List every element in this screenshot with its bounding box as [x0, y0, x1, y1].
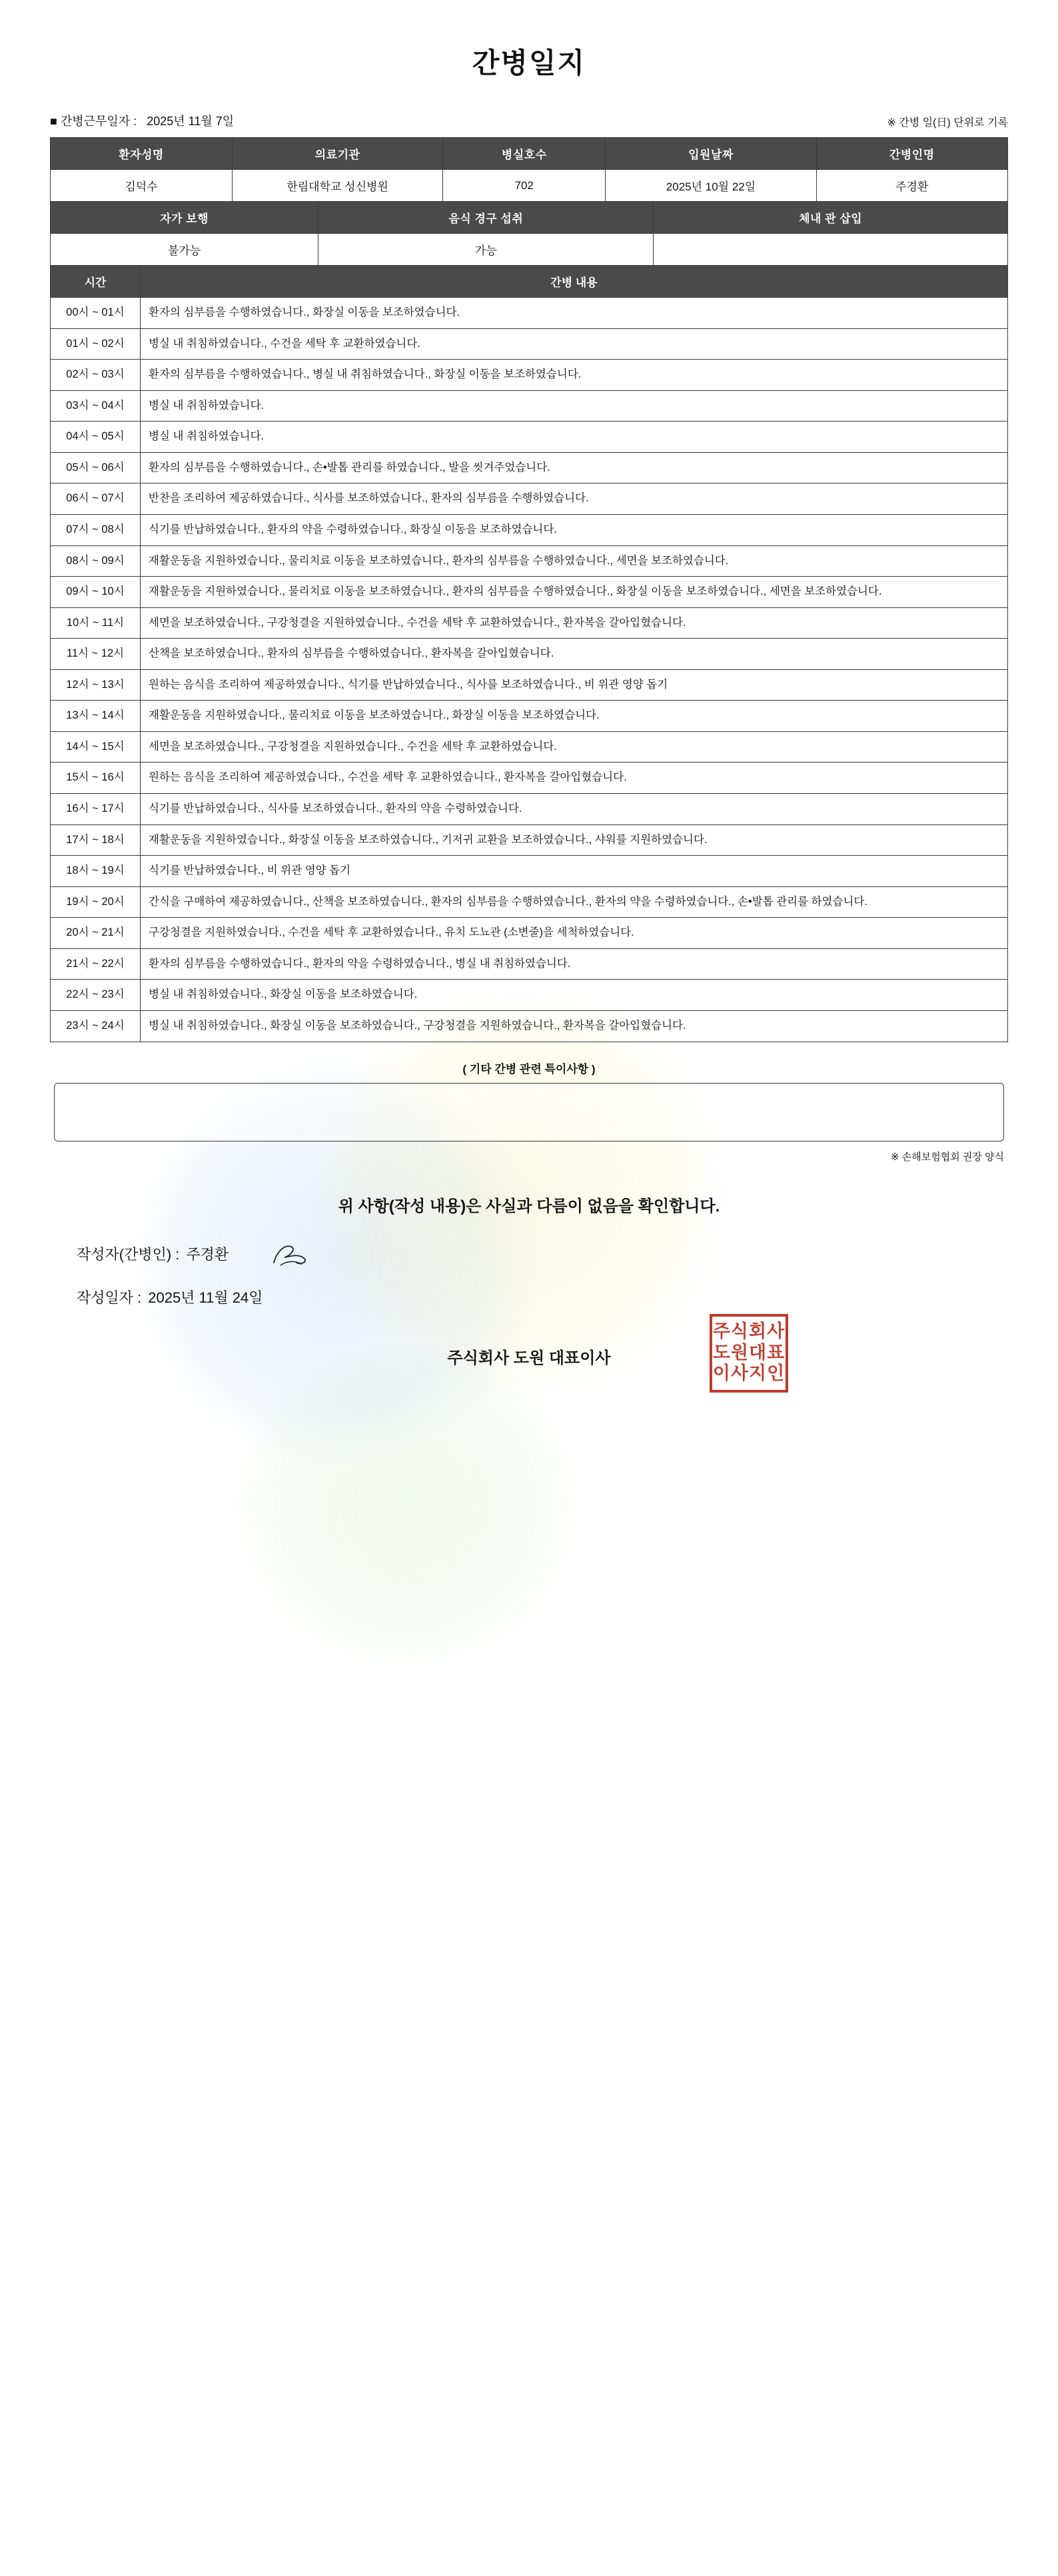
- unit-note: ※ 간병 일(日) 단위로 기록: [887, 117, 1008, 129]
- care-log-table: [50, 265, 1008, 1042]
- cell-content: 병실 내 취침하였습니다.: [141, 390, 1008, 422]
- cell-time: 22시 ~ 23시: [51, 980, 141, 1011]
- table-row: [51, 390, 1008, 422]
- cell-content: 재활운동을 지원하였습니다., 물리치료 이동을 보조하였습니다., 환자의 심부름을 수행하였습니다., 화장실 이동을 보조하였습니다., 세면을 보조하였습니다.: [141, 577, 1008, 608]
- table-row: [51, 607, 1008, 639]
- writer-line: [77, 1239, 1008, 1269]
- cell-time: 13시 ~ 14시: [51, 701, 141, 732]
- col-time: 시간: [51, 266, 141, 298]
- value-hospital: 한림대학교 성신병원: [233, 170, 443, 202]
- table-row: [51, 577, 1008, 608]
- table-row: [51, 545, 1008, 577]
- cell-content: 식기를 반납하였습니다., 환자의 약을 수령하였습니다., 화장실 이동을 보조하였습니다.: [141, 514, 1008, 545]
- col-admission-date: 입원날짜: [606, 138, 816, 170]
- col-hospital: 의료기관: [233, 138, 443, 170]
- cell-content: 반찬을 조리하여 제공하였습니다., 식사를 보조하였습니다., 환자의 심부름을 수행하였습니다.: [141, 483, 1008, 515]
- cell-content: 원하는 음식을 조리하여 제공하였습니다., 수건을 세탁 후 교환하였습니다., 환자복을 갈아입혔습니다.: [141, 763, 1008, 794]
- table-row: [51, 170, 1008, 202]
- cell-content: 병실 내 취침하였습니다., 화장실 이동을 보조하였습니다.: [141, 980, 1008, 1011]
- cell-content: 환자의 심부름을 수행하였습니다., 손•발톱 관리를 하였습니다., 발을 씻겨주었습니다.: [141, 452, 1008, 483]
- table-row: [51, 886, 1008, 918]
- work-date-value: 2025년 11월 7일: [147, 115, 235, 128]
- cell-content: 병실 내 취침하였습니다., 화장실 이동을 보조하였습니다., 구강청결을 지원하였습니다., 환자복을 갈아입혔습니다.: [141, 1010, 1008, 1042]
- written-date-line: [77, 1287, 1008, 1307]
- cell-content: 구강청결을 지원하였습니다., 수건을 세탁 후 교환하였습니다., 유치 도뇨관 (소변줄)을 세척하였습니다.: [141, 918, 1008, 949]
- cell-content: 간식을 구매하여 제공하였습니다., 산책을 보조하였습니다., 환자의 심부름을 수행하였습니다., 환자의 약을 수령하였습니다., 손•발톱 관리를 하였습니다.: [141, 886, 1008, 918]
- cell-time: 16시 ~ 17시: [51, 794, 141, 825]
- page-title: 간병일지: [472, 47, 586, 79]
- col-self-walking: 자가 보행: [51, 202, 318, 234]
- stamp-line-2: 도원대표: [712, 1342, 786, 1363]
- cell-time: 02시 ~ 03시: [51, 360, 141, 391]
- cell-content: 식기를 반납하였습니다., 비 위관 영양 돕기: [141, 856, 1008, 887]
- cell-content: 식기를 반납하였습니다., 식사를 보조하였습니다., 환자의 약을 수령하였습니다.: [141, 794, 1008, 825]
- cell-time: 14시 ~ 15시: [51, 731, 141, 763]
- table-row: [51, 483, 1008, 515]
- table-row: [51, 422, 1008, 453]
- cell-time: 19시 ~ 20시: [51, 886, 141, 918]
- patient-status-table: [50, 201, 1008, 266]
- notes-title: ( 기타 간병 관련 특이사항 ): [462, 1062, 596, 1076]
- table-row: [51, 948, 1008, 980]
- cell-content: 병실 내 취침하였습니다.: [141, 422, 1008, 453]
- table-row: [51, 794, 1008, 825]
- cell-time: 08시 ~ 09시: [51, 545, 141, 577]
- cell-time: 23시 ~ 24시: [51, 1010, 141, 1042]
- value-self-walking: 불가능: [51, 234, 318, 266]
- written-date-value: 2025년 11월 24일: [148, 1289, 263, 1306]
- value-patient-name: 김덕수: [51, 170, 233, 202]
- value-room-number: 702: [443, 170, 606, 202]
- association-note: ※ 손해보험협회 권장 양식: [891, 1151, 1004, 1163]
- table-row: [51, 824, 1008, 856]
- col-care-content: 간병 내용: [141, 266, 1008, 298]
- table-row: [51, 669, 1008, 701]
- writer-value: 주경환: [186, 1246, 229, 1263]
- table-row: [51, 701, 1008, 732]
- cell-content: 재활운동을 지원하였습니다., 화장실 이동을 보조하였습니다., 기저귀 교환을 보조하였습니다., 샤워를 지원하였습니다.: [141, 824, 1008, 856]
- cell-content: 재활운동을 지원하였습니다., 물리치료 이동을 보조하였습니다., 환자의 심부름을 수행하였습니다., 세면을 보조하였습니다.: [141, 545, 1008, 577]
- cell-time: 17시 ~ 18시: [51, 824, 141, 856]
- cell-content: 세면을 보조하였습니다., 구강청결을 지원하였습니다., 수건을 세탁 후 교환하였습니다., 환자복을 갈아입혔습니다.: [141, 607, 1008, 639]
- value-caregiver-name: 주경환: [816, 170, 1007, 202]
- cell-time: 00시 ~ 01시: [51, 298, 141, 329]
- cell-time: 10시 ~ 11시: [51, 607, 141, 639]
- cell-content: 재활운동을 지원하였습니다., 물리치료 이동을 보조하였습니다., 화장실 이동을 보조하였습니다.: [141, 701, 1008, 732]
- cell-time: 06시 ~ 07시: [51, 483, 141, 515]
- document-page: [0, 41, 1058, 1448]
- cell-content: 원하는 음식을 조리하여 제공하였습니다., 식기를 반납하였습니다., 식사를 보조하였습니다., 비 위관 영양 돕기: [141, 669, 1008, 701]
- cell-content: 산책을 보조하였습니다., 환자의 심부름을 수행하였습니다., 환자복을 갈아입혔습니다.: [141, 639, 1008, 670]
- cell-content: 병실 내 취침하였습니다., 수건을 세탁 후 교환하였습니다.: [141, 328, 1008, 360]
- table-row: [51, 1010, 1008, 1042]
- table-row: [51, 360, 1008, 391]
- col-caregiver-name: 간병인명: [816, 138, 1007, 170]
- company-name: 주식회사 도원 대표이사: [447, 1349, 611, 1367]
- cell-time: 07시 ~ 08시: [51, 514, 141, 545]
- work-date: [50, 112, 234, 129]
- work-date-label: ■ 간병근무일자 :: [50, 115, 137, 128]
- cell-content: 세면을 보조하였습니다., 구강청결을 지원하였습니다., 수건을 세탁 후 교환하였습니다.: [141, 731, 1008, 763]
- cell-time: 03시 ~ 04시: [51, 390, 141, 422]
- col-patient-name: 환자성명: [51, 138, 233, 170]
- value-tube-insertion: [654, 234, 1008, 266]
- cell-time: 21시 ~ 22시: [51, 948, 141, 980]
- cell-time: 20시 ~ 21시: [51, 918, 141, 949]
- table-row: [51, 328, 1008, 360]
- col-room-number: 병실호수: [443, 138, 606, 170]
- signature-icon: [267, 1239, 314, 1269]
- cell-time: 12시 ~ 13시: [51, 669, 141, 701]
- table-row: [51, 918, 1008, 949]
- table-row: [51, 856, 1008, 887]
- table-row: [51, 980, 1008, 1011]
- cell-content: 환자의 심부름을 수행하였습니다., 병실 내 취침하였습니다., 화장실 이동을 보조하였습니다.: [141, 360, 1008, 391]
- table-row: [51, 763, 1008, 794]
- cell-time: 15시 ~ 16시: [51, 763, 141, 794]
- notes-box[interactable]: [54, 1083, 1004, 1141]
- col-oral-intake: 음식 경구 섭취: [318, 202, 654, 234]
- cell-time: 18시 ~ 19시: [51, 856, 141, 887]
- table-row: [51, 731, 1008, 763]
- table-row-header: [51, 266, 1008, 298]
- written-date-label: 작성일자 :: [77, 1289, 142, 1306]
- confirmation-statement: 위 사항(작성 내용)은 사실과 다름이 없음을 확인합니다.: [338, 1197, 720, 1215]
- company-seal-stamp: [710, 1314, 788, 1393]
- cell-time: 09시 ~ 10시: [51, 577, 141, 608]
- table-row: [51, 234, 1008, 266]
- meta-row: [50, 112, 1008, 129]
- cell-time: 05시 ~ 06시: [51, 452, 141, 483]
- stamp-line-1: 주식회사: [712, 1321, 786, 1341]
- cell-time: 01시 ~ 02시: [51, 328, 141, 360]
- stamp-line-3: 이사지인: [712, 1363, 786, 1384]
- patient-info-table: [50, 137, 1008, 202]
- table-row-header: [51, 202, 1008, 234]
- cell-time: 04시 ~ 05시: [51, 422, 141, 453]
- cell-content: 환자의 심부름을 수행하였습니다., 화장실 이동을 보조하였습니다.: [141, 298, 1008, 329]
- table-row: [51, 639, 1008, 670]
- table-row: [51, 452, 1008, 483]
- value-admission-date: 2025년 10월 22일: [606, 170, 816, 202]
- table-row: [51, 298, 1008, 329]
- company-signature: [50, 1321, 1008, 1448]
- table-row-header: [51, 138, 1008, 170]
- writer-label: 작성자(간병인) :: [77, 1246, 180, 1263]
- col-tube-insertion: 체내 관 삽입: [654, 202, 1008, 234]
- cell-content: 환자의 심부름을 수행하였습니다., 환자의 약을 수령하였습니다., 병실 내 취침하였습니다.: [141, 948, 1008, 980]
- table-row: [51, 514, 1008, 545]
- value-oral-intake: 가능: [318, 234, 654, 266]
- cell-time: 11시 ~ 12시: [51, 639, 141, 670]
